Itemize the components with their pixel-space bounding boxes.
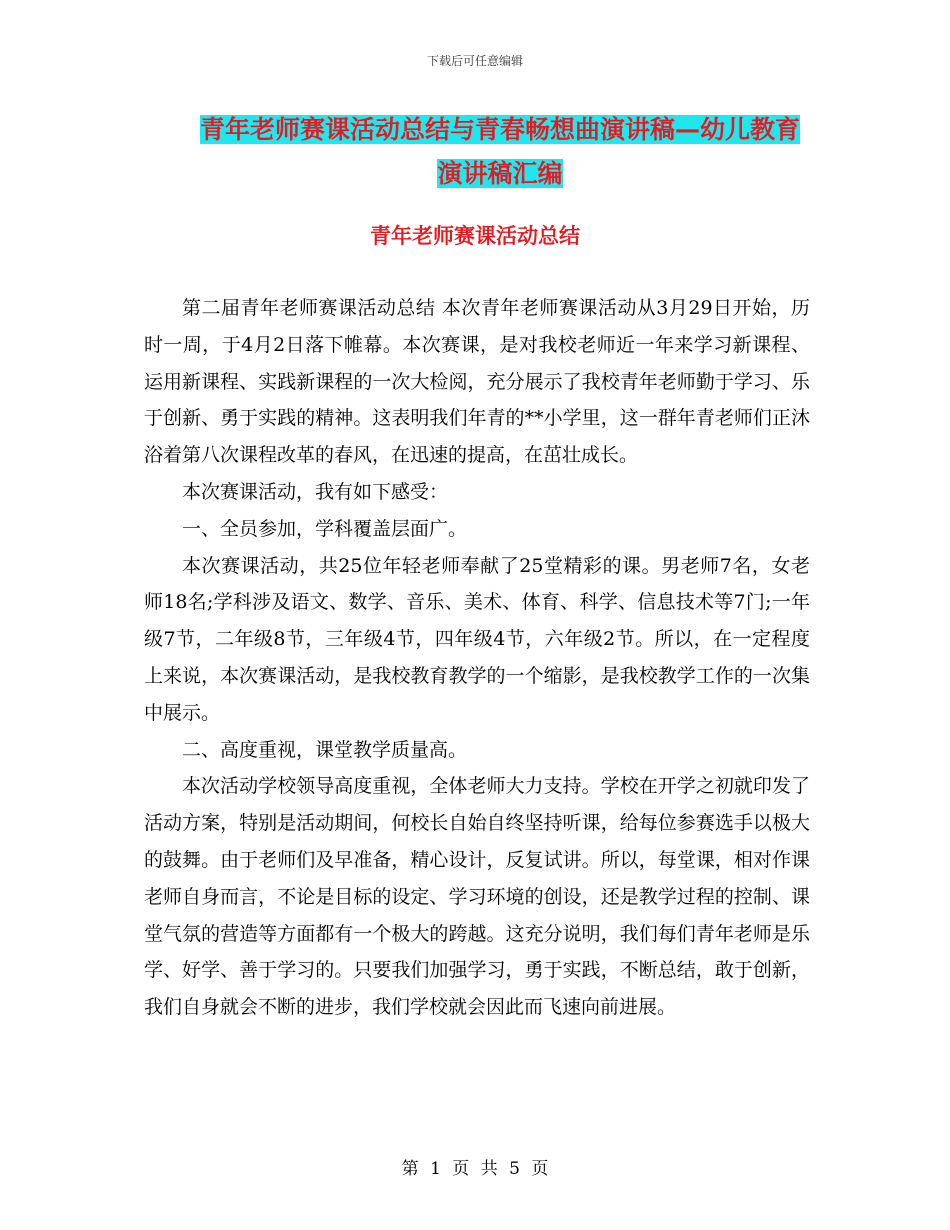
section-title: 青年老师赛课活动总结 (370, 224, 580, 248)
paragraph-intro: 第二届青年老师赛课活动总结 本次青年老师赛课活动从3月29日开始，历时一周，于4月2日落下帷幕。本次赛课，是对我校老师近一年来学习新课程、运用新课程、实践新课程的一次大检阅，充分展示了我校青年老师勤于学习、乐于创新、勇于实践的精神。这表明我们年青的**小学里，这一群年青老师们正沐浴着第八次课程改革的春风，在迅速的提高，在茁壮成长。 (144, 297, 810, 467)
paragraph-quality: 本次活动学校领导高度重视，全体老师大力支持。学校在开学之初就印发了活动方案，特别是活动期间，何校长自始自终坚持听课，给每位参赛选手以极大的鼓舞。由于老师们及早准备，精心设计，反复试讲。所以，每堂课，相对作课老师自身而言，不论是目标的设定、学习环境的创设，还是教学过程的控制、课堂气氛的营造等方面都有一个极大的跨越。这充分说明，我们每们青年老师是乐学、好学、善于学习的。只要我们加强学习，勇于实践，不断总结，敢于创新，我们自身就会不断的进步，我们学校就会因此而飞速向前进展。 (144, 775, 810, 1019)
document-title (190, 108, 810, 196)
paragraph-heading-one: 一、全员参加，学科覆盖层面广。 (182, 517, 468, 540)
page-footer: 第 1 页 共 5 页 (401, 1159, 549, 1179)
page-header-note: 下载后可任意编辑 (426, 54, 523, 68)
paragraph-feelings-lead: 本次赛课活动，我有如下感受： (182, 480, 449, 503)
paragraph-participation: 本次赛课活动，共25位年轻老师奉献了25堂精彩的课。男老师7名，女老师18名;学科涉及语文、数学、音乐、美术、体育、科学、信息技术等7门;一年级7节，二年级8节，三年级4节，四年级4节，六年级2节。所以，在一定程度上来说，本次赛课活动，是我校教育教学的一个缩影，是我校教学工作的一次集中展示。 (144, 554, 810, 724)
document-title-highlight: 青年老师赛课活动总结与青春畅想曲演讲稿—幼儿教育演讲稿汇编 (199, 115, 800, 188)
document-body (144, 290, 810, 1026)
paragraph-heading-two: 二、高度重视，课堂教学质量高。 (182, 738, 468, 761)
